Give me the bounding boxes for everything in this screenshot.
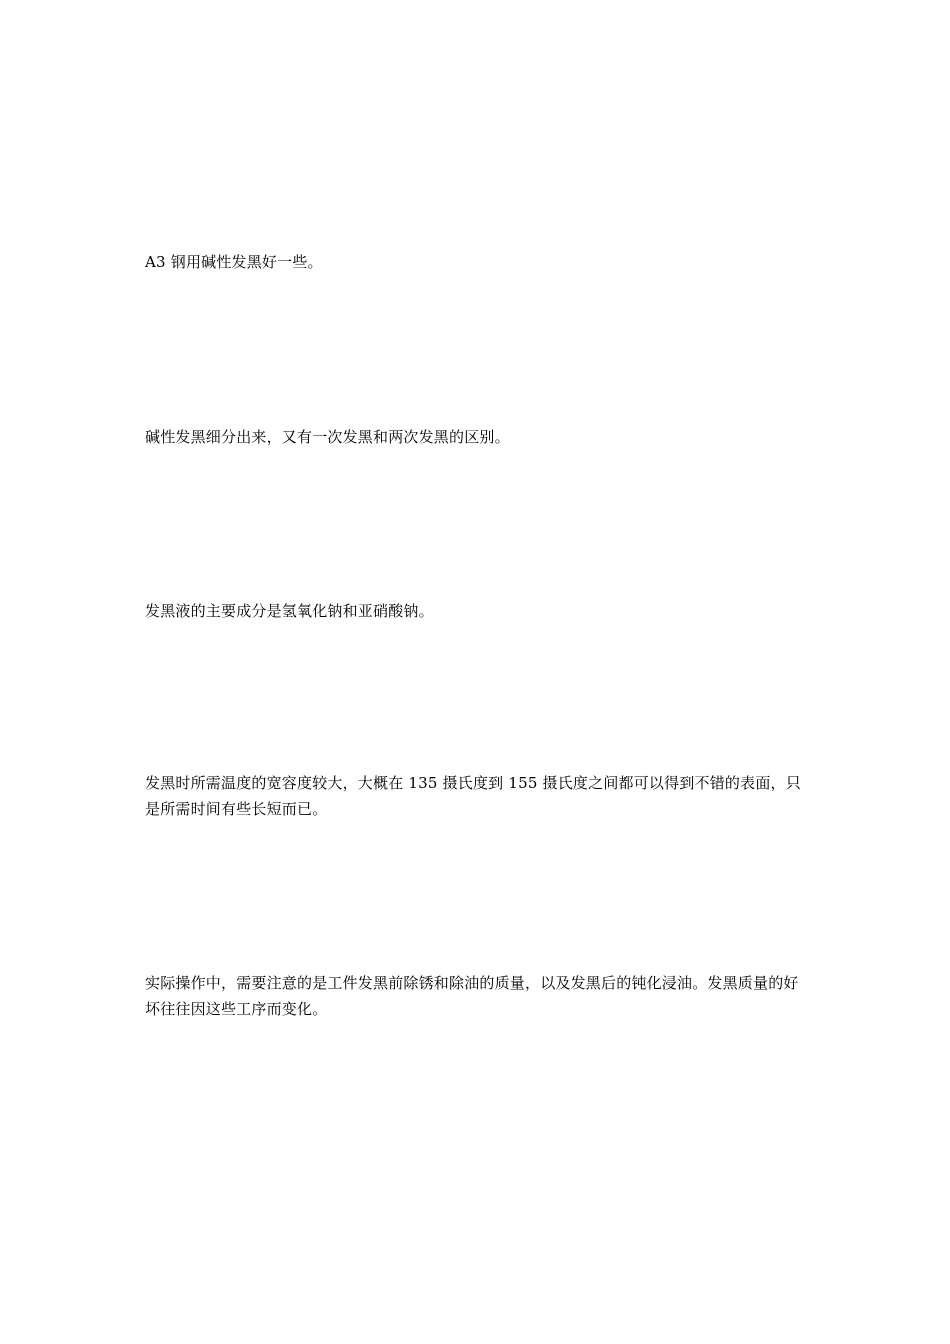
paragraph: 碱性发黑细分出来，又有一次发黑和两次发黑的区别。 [145, 428, 510, 446]
paragraph: 实际操作中，需要注意的是工件发黑前除锈和除油的质量，以及发黑后的钝化浸油。发黑质量的好坏往往因这些工序而变化。 [145, 974, 799, 1018]
paragraph: 发黑时所需温度的宽容度较大，大概在 135 摄氏度到 155 摄氏度之间都可以得到不错的表面，只是所需时间有些长短而已。 [145, 774, 801, 818]
paragraph: A3 钢用碱性发黑好一些。 [145, 253, 323, 271]
paragraph: 发黑液的主要成分是氢氧化钠和亚硝酸钠。 [145, 602, 434, 620]
